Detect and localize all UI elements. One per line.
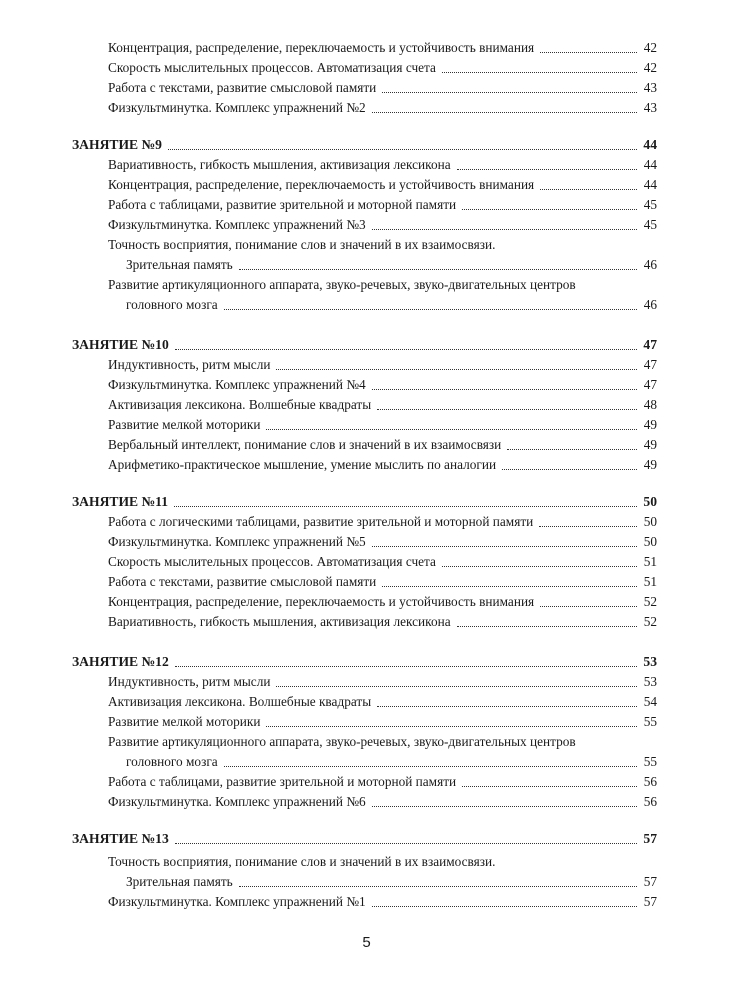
toc-entry-title: Активизация лексикона. Волшебные квадраты xyxy=(108,694,372,709)
dot-leader xyxy=(175,842,637,844)
dot-leader xyxy=(224,308,637,310)
dot-leader xyxy=(372,905,637,907)
toc-entry-page: 55 xyxy=(643,754,657,769)
dot-leader xyxy=(540,605,637,607)
toc-entry xyxy=(108,173,657,193)
toc-entry-page: 46 xyxy=(643,297,657,312)
toc-entry-title: головного мозга xyxy=(126,754,218,769)
toc-entry-page: 43 xyxy=(643,100,657,115)
toc-entry-title: Развитие артикуляционного аппарата, звуко-речевых, звуко-двигательных центров xyxy=(108,734,576,749)
dot-leader xyxy=(372,111,637,113)
toc-entry-page: 53 xyxy=(643,674,657,689)
toc-entry-title: ЗАНЯТИЕ №10 xyxy=(72,337,169,352)
toc-entry-page: 55 xyxy=(643,714,657,729)
toc-entry-title: Физкультминутка. Комплекс упражнений №5 xyxy=(108,534,366,549)
toc-entry-page: 54 xyxy=(643,694,657,709)
toc-entry-title: Концентрация, распределение, переключаемость и устойчивость внимания xyxy=(108,40,535,55)
dot-leader xyxy=(372,388,637,390)
toc-section-heading xyxy=(72,827,657,847)
toc-entry-page: 56 xyxy=(643,774,657,789)
toc-entry-title: Вербальный интеллект, понимание слов и значений в их взаимосвязи xyxy=(108,437,502,452)
toc-entry xyxy=(126,293,657,313)
toc-entry-page: 53 xyxy=(643,654,657,669)
toc-entry-title: Работа с таблицами, развитие зрительной и моторной памяти xyxy=(108,774,457,789)
dot-leader xyxy=(276,685,637,687)
toc-entry-page: 44 xyxy=(643,137,657,152)
dot-leader xyxy=(442,565,637,567)
toc-entry xyxy=(108,96,657,116)
dot-leader xyxy=(539,525,637,527)
toc-entry-page: 44 xyxy=(643,157,657,172)
toc-entry xyxy=(108,730,657,750)
dot-leader xyxy=(457,625,637,627)
toc-entry xyxy=(108,690,657,710)
page-number: 5 xyxy=(362,934,371,951)
toc-entry-title: Развитие артикуляционного аппарата, звуко-речевых, звуко-двигательных центров xyxy=(108,277,576,292)
toc-entry-title: ЗАНЯТИЕ №12 xyxy=(72,654,169,669)
toc-entry xyxy=(108,353,657,373)
toc-section-heading xyxy=(72,490,657,510)
toc-section-heading xyxy=(72,333,657,353)
dot-leader xyxy=(372,545,637,547)
toc-entry-page: 52 xyxy=(643,614,657,629)
toc-entry xyxy=(108,530,657,550)
dot-leader xyxy=(266,428,637,430)
toc-entry xyxy=(108,413,657,433)
toc-entry-page: 49 xyxy=(643,437,657,452)
toc-entry xyxy=(108,373,657,393)
toc-entry-page: 57 xyxy=(643,874,657,889)
toc-entry-title: Работа с таблицами, развитие зрительной и моторной памяти xyxy=(108,197,457,212)
toc-entry-title: Скорость мыслительных процессов. Автоматизация счета xyxy=(108,554,436,569)
dot-leader xyxy=(266,725,637,727)
toc-entry-page: 50 xyxy=(643,514,657,529)
toc-entry xyxy=(108,710,657,730)
toc-entry-title: Физкультминутка. Комплекс упражнений №1 xyxy=(108,894,366,909)
toc-entry-page: 44 xyxy=(643,177,657,192)
toc-entry xyxy=(108,570,657,590)
toc-entry xyxy=(108,590,657,610)
dot-leader xyxy=(175,665,637,667)
toc-entry xyxy=(108,56,657,76)
dot-leader xyxy=(457,168,637,170)
toc-entry xyxy=(108,453,657,473)
dot-leader xyxy=(239,885,637,887)
toc-entry-title: Работа с логическими таблицами, развитие зрительной и моторной памяти xyxy=(108,514,534,529)
dot-leader xyxy=(462,208,637,210)
toc-entry xyxy=(108,233,657,253)
toc-entry-page: 45 xyxy=(643,197,657,212)
toc-entry-title: Точность восприятия, понимание слов и значений в их взаимосвязи. xyxy=(108,854,496,869)
dot-leader xyxy=(540,51,637,53)
toc-entry-title: Вариативность, гибкость мышления, активизация лексикона xyxy=(108,157,451,172)
toc-entry-page: 50 xyxy=(643,494,657,509)
toc-entry xyxy=(126,253,657,273)
toc-entry-title: Развитие мелкой моторики xyxy=(108,714,261,729)
toc-entry-page: 57 xyxy=(643,894,657,909)
toc-entry xyxy=(108,610,657,630)
toc-entry-title: Активизация лексикона. Волшебные квадраты xyxy=(108,397,372,412)
toc-entry-title: ЗАНЯТИЕ №11 xyxy=(72,494,168,509)
toc-entry-title: Индуктивность, ритм мысли xyxy=(108,357,271,372)
toc-entry xyxy=(108,36,657,56)
toc-entry-title: ЗАНЯТИЕ №13 xyxy=(72,831,169,846)
toc-entry-title: ЗАНЯТИЕ №9 xyxy=(72,137,162,152)
toc-section-heading xyxy=(72,650,657,670)
toc-section-heading xyxy=(72,133,657,153)
toc-entry-title: Вариативность, гибкость мышления, активизация лексикона xyxy=(108,614,451,629)
dot-leader xyxy=(382,91,637,93)
toc-entry-title: Арифметико-практическое мышление, умение мыслить по аналогии xyxy=(108,457,497,472)
toc-entry-page: 47 xyxy=(643,377,657,392)
dot-leader xyxy=(224,765,637,767)
dot-leader xyxy=(276,368,637,370)
dot-leader xyxy=(174,505,637,507)
toc-entry xyxy=(126,750,657,770)
toc-entry-page: 46 xyxy=(643,257,657,272)
toc-entry-title: Концентрация, распределение, переключаемость и устойчивость внимания xyxy=(108,177,535,192)
toc-entry-title: Индуктивность, ритм мысли xyxy=(108,674,271,689)
dot-leader xyxy=(372,228,637,230)
dot-leader xyxy=(239,268,637,270)
toc-entry-title: Физкультминутка. Комплекс упражнений №6 xyxy=(108,794,366,809)
toc-entry-title: Физкультминутка. Комплекс упражнений №2 xyxy=(108,100,366,115)
toc-entry-title: Концентрация, распределение, переключаемость и устойчивость внимания xyxy=(108,594,535,609)
toc-entry-page: 57 xyxy=(643,831,657,846)
toc-entry-title: Точность восприятия, понимание слов и значений в их взаимосвязи. xyxy=(108,237,496,252)
toc-entry xyxy=(108,670,657,690)
toc-entry xyxy=(108,510,657,530)
toc-entry-page: 56 xyxy=(643,794,657,809)
dot-leader xyxy=(377,705,637,707)
toc-entry-page: 50 xyxy=(643,534,657,549)
dot-leader xyxy=(442,71,637,73)
dot-leader xyxy=(507,448,637,450)
toc-entry xyxy=(108,153,657,173)
toc-entry-page: 51 xyxy=(643,574,657,589)
toc-entry-title: головного мозга xyxy=(126,297,218,312)
toc-entry-page: 52 xyxy=(643,594,657,609)
toc-entry-title: Работа с текстами, развитие смысловой памяти xyxy=(108,574,377,589)
toc-entry-page: 42 xyxy=(643,60,657,75)
toc-entry xyxy=(108,193,657,213)
toc-entry xyxy=(108,213,657,233)
toc-entry xyxy=(108,550,657,570)
toc-entry-page: 48 xyxy=(643,397,657,412)
toc-entry-title: Физкультминутка. Комплекс упражнений №3 xyxy=(108,217,366,232)
toc-entry xyxy=(108,770,657,790)
toc-entry xyxy=(108,850,657,870)
toc-entry-page: 49 xyxy=(643,417,657,432)
dot-leader xyxy=(502,468,637,470)
dot-leader xyxy=(377,408,637,410)
toc-entry xyxy=(108,890,657,910)
toc-entry-page: 47 xyxy=(643,357,657,372)
dot-leader xyxy=(372,805,637,807)
toc-entry-page: 49 xyxy=(643,457,657,472)
toc-entry xyxy=(108,393,657,413)
dot-leader xyxy=(382,585,637,587)
dot-leader xyxy=(540,188,637,190)
dot-leader xyxy=(462,785,637,787)
toc-entry-page: 47 xyxy=(643,337,657,352)
dot-leader xyxy=(168,148,637,150)
toc-entry-title: Скорость мыслительных процессов. Автоматизация счета xyxy=(108,60,436,75)
toc-entry-page: 42 xyxy=(643,40,657,55)
toc-entry-title: Развитие мелкой моторики xyxy=(108,417,261,432)
dot-leader xyxy=(175,348,637,350)
toc-entry-page: 45 xyxy=(643,217,657,232)
toc-entry xyxy=(126,870,657,890)
toc-entry-title: Физкультминутка. Комплекс упражнений №4 xyxy=(108,377,366,392)
toc-entry xyxy=(108,790,657,810)
toc-entry xyxy=(108,433,657,453)
toc-entry-title: Зрительная память xyxy=(126,874,233,889)
toc-entry xyxy=(108,273,657,293)
toc-entry-page: 43 xyxy=(643,80,657,95)
toc-entry xyxy=(108,76,657,96)
toc-entry-page: 51 xyxy=(643,554,657,569)
toc-entry-title: Работа с текстами, развитие смысловой памяти xyxy=(108,80,377,95)
toc-entry-title: Зрительная память xyxy=(126,257,233,272)
